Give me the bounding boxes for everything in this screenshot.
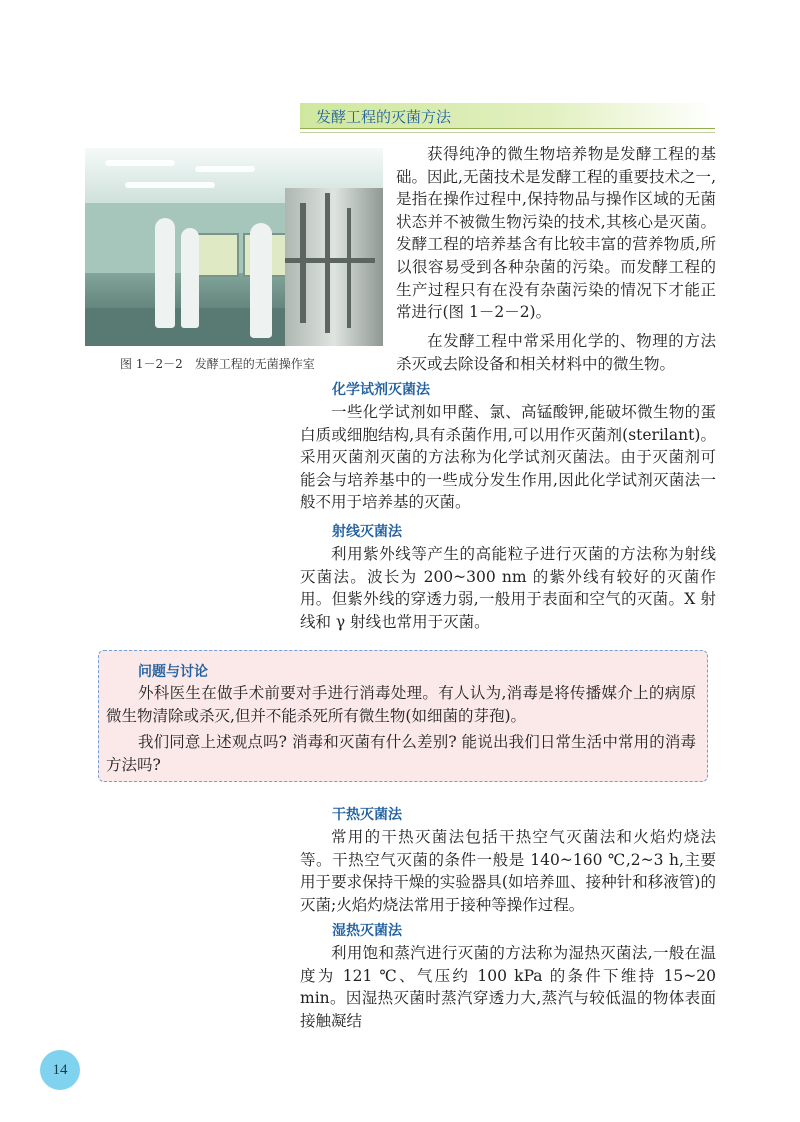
photo-pipe <box>285 258 375 263</box>
photo-light <box>125 182 215 188</box>
page-number: 14 <box>40 1050 80 1090</box>
subhead-moist-heat: 湿热灭菌法 <box>332 923 402 939</box>
chemical-paragraph: 一些化学试剂如甲醛、氯、高锰酸钾,能破坏微生物的蛋白质或细胞结构,具有杀菌作用,可以用作灭菌剂(sterilant)。采用灭菌剂灭菌的方法称为化学试剂灭菌法。由于灭菌剂可能会与培养基中的一些成分发生作用,因此化学试剂灭菌法一般不用于培养基的灭菌。 <box>300 403 716 512</box>
figure-caption: 图 1－2－2 发酵工程的无菌操作室 <box>120 357 315 371</box>
photo-worker <box>250 223 272 338</box>
moist-heat-paragraph: 利用饱和蒸汽进行灭菌的方法称为湿热灭菌法,一般在温度为 121 ℃、气压约 100 kPa 的条件下维持 15~20 min。因湿热灭菌时蒸汽穿透力大,蒸汽与较低温的物体表面接触凝结 <box>300 944 716 1030</box>
discussion-title: 问题与讨论 <box>138 664 208 680</box>
subhead-chemical: 化学试剂灭菌法 <box>332 382 430 398</box>
photo-light <box>195 166 255 172</box>
section-title: 发酵工程的灭菌方法 <box>316 108 452 126</box>
photo-light <box>105 160 175 166</box>
discussion-paragraph-2: 我们同意上述观点吗? 消毒和灭菌有什么差别? 能说出我们日常生活中常用的消毒方法吗? <box>106 733 696 774</box>
cleanroom-photo <box>85 148 383 346</box>
subhead-dry-heat: 干热灭菌法 <box>332 807 402 823</box>
discussion-paragraph-1: 外科医生在做手术前要对手进行消毒处理。有人认为,消毒是将传播媒介上的病原微生物清除或杀灭,但并不能杀死所有微生物(如细菌的芽孢)。 <box>106 684 696 725</box>
radiation-paragraph: 利用紫外线等产生的高能粒子进行灭菌的方法称为射线灭菌法。波长为 200~300 nm 的紫外线有较好的灭菌作用。但紫外线的穿透力弱,一般用于表面和空气的灭菌。X 射线和 γ 射线也常用于灭菌。 <box>300 545 716 631</box>
photo-worker <box>155 218 175 328</box>
subhead-radiation: 射线灭菌法 <box>332 524 402 540</box>
photo-pipe <box>347 208 351 328</box>
header-divider <box>300 132 715 133</box>
photo-pipe <box>300 203 306 323</box>
intro-paragraph-1: 获得纯净的微生物培养物是发酵工程的基础。因此,无菌技术是发酵工程的重要技术之一,是指在操作过程中,保持物品与操作区域的无菌状态并不被微生物污染的技术,其核心是灭菌。发酵工程的培养基含有比较丰富的营养物质,所以很容易受到各种杂菌的污染。而发酵工程的生产过程只有在没有杂菌污染的情况下才能正常进行(图 1－2－2)。 <box>396 145 716 322</box>
photo-pipe <box>325 193 330 333</box>
photo-worker <box>181 228 199 328</box>
dry-heat-paragraph: 常用的干热灭菌法包括干热空气灭菌法和火焰灼烧法等。干热空气灭菌的条件一般是 140~160 ℃,2~3 h,主要用于要求保持干燥的实验器具(如培养皿、接种针和移液管)的灭菌;火焰灼烧法常用于接种等操作过程。 <box>300 828 716 914</box>
section-header <box>300 103 715 129</box>
photo-window <box>195 233 239 277</box>
intro-paragraph-2: 在发酵工程中常采用化学的、物理的方法杀灭或去除设备和相关材料中的微生物。 <box>396 332 716 373</box>
